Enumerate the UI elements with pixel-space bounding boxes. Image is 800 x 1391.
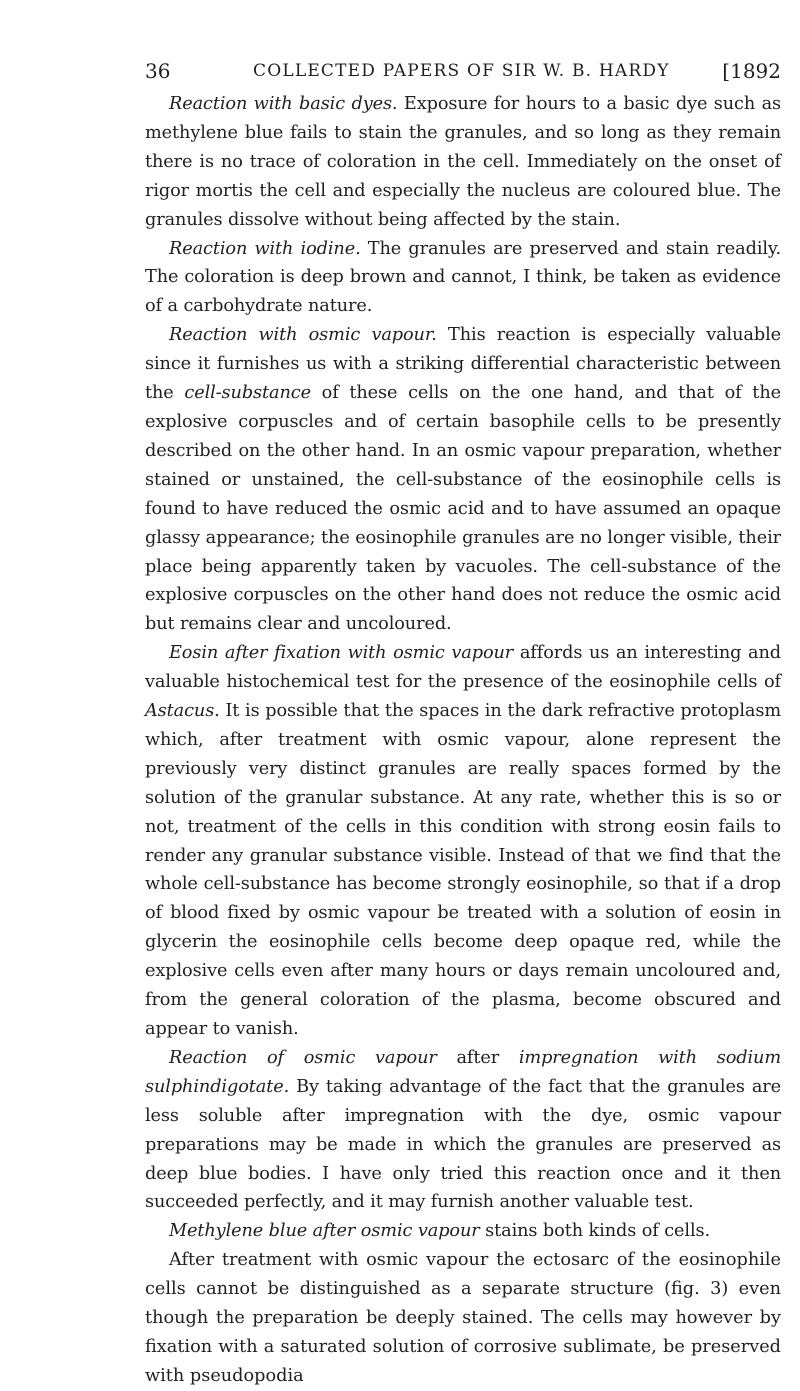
page-year: [1892 (722, 59, 781, 83)
paragraph-heading: Reaction with osmic vapour. (169, 325, 437, 346)
paragraph-heading: Reaction with iodine. (169, 238, 361, 259)
paragraph-text: affords us an interesting and valuable histochemical test for the presence of the eosinophile cells of (145, 643, 781, 693)
paragraph-text: The granules are preserved and stain readily. The coloration is deep brown and cannot, I think, be taken as evidence of a carbohydrate nature. (145, 238, 781, 317)
paragraph-eosin-after-fixation (145, 639, 781, 1044)
paragraph-osmic-vapour (145, 321, 781, 639)
paragraph-text: of these cells on the one hand, and that of the explosive corpuscles and of certain basophile cells to be presently described on the other hand. In an osmic vapour preparation, whether stained or unstained, the cell-substance of the eosinophile cells is found to have reduced the osmic acid and to have assumed an opaque glassy appearance; the eosinophile granules are no longer visible, their place being apparently taken by vacuoles. The cell-substance of the explosive corpuscles on the other hand does not reduce the osmic acid but remains clear and uncoloured. (145, 383, 781, 635)
paragraph-text: It is possible that the spaces in the dark refractive protoplasm which, after treatment with osmic vapour, alone represent the previously very distinct granules are really spaces formed by the solution of the granular substance. At any rate, whether this is so or not, treatment of the cells in this condition with strong eosin fails to render any granular substance visible. Instead of that we find that the whole cell-substance has become strongly eosinophile, so that if a drop of blood fixed by osmic vapour be treated with a solution of eosin in glycerin the eosinophile cells become deep opaque red, while the explosive cells even after many hours or days remain uncoloured and, from the general coloration of the plasma, become obscured and appear to vanish. (145, 701, 781, 1039)
paragraph-text: stains both kinds of cells. (479, 1221, 711, 1242)
body-text (145, 90, 781, 1391)
paragraph-heading: Eosin after fixation with osmic vapour (169, 643, 514, 664)
paragraph-text: By taking advantage of the fact that the granules are less soluble after impregnation with the dye, osmic vapour preparations may be made in which the granules are preserved as deep blue bodies. I have only tried this reaction once and it then succeeded perfectly, and it may furnish another valuable test. (145, 1076, 781, 1213)
paragraph-text: Exposure for hours to a basic dye such as methylene blue fails to stain the granules, and so long as they remain there is no trace of coloration in the cell. Immediately on the onset of rigor mortis the cell and especially the nucleus are coloured blue. The granules dissolve without being affected by the stain. (145, 94, 781, 230)
running-head (145, 56, 781, 86)
italic-term: impregnation with sodium sulphindigotate. (145, 1047, 782, 1097)
paragraph-methylene-blue (145, 1217, 781, 1246)
paragraph-text: This reaction is especially valuable since it furnishes us with a striking differential characteristic between the (145, 325, 781, 404)
page-number: 36 (145, 59, 171, 83)
paragraph-basic-dyes (145, 90, 781, 235)
paragraph-text: After treatment with osmic vapour the ectosarc of the eosinophile cells cannot be distinguished as a separate structure (fig. 3) even though the preparation be deeply stained. The cells may however by fixation with a saturated solution of corrosive sublimate, be preserved with pseudopodia (145, 1250, 781, 1386)
paragraph-sulphindigotate (145, 1044, 781, 1217)
paragraph-text: after (436, 1047, 519, 1068)
italic-term: Astacus. (145, 701, 220, 722)
paragraph-heading: Methylene blue after osmic vapour (169, 1221, 480, 1242)
italic-term: cell-substance (184, 383, 311, 404)
paragraph-heading: Reaction with basic dyes. (169, 94, 398, 114)
paragraph-heading: Reaction of osmic vapour (169, 1047, 437, 1068)
paragraph-ectosarc (145, 1246, 781, 1391)
running-title: COLLECTED PAPERS OF SIR W. B. HARDY (253, 61, 670, 81)
paragraph-iodine (145, 235, 781, 322)
